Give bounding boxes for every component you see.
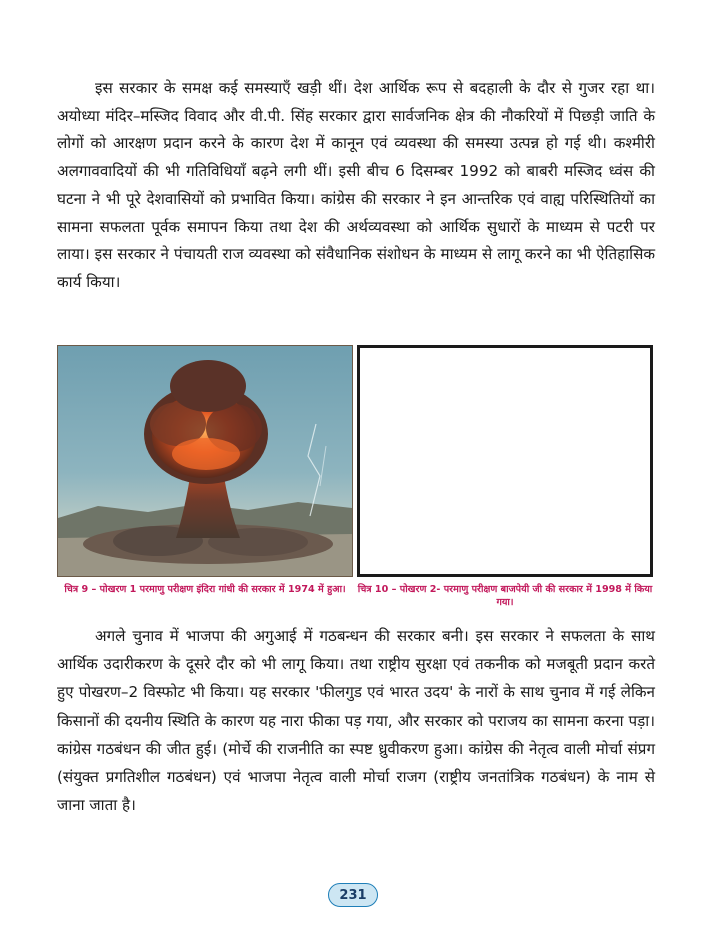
blank-image-frame [357, 345, 653, 577]
figure-caption-9: चित्र 9 – पोखरण 1 परमाणु परीक्षण इंदिरा गांधी की सरकार में 1974 में हुआ। [64, 584, 346, 595]
body-paragraph-2: अगले चुनाव में भाजपा की अगुआई में गठबन्धन की सरकार बनी। इस सरकार ने सफलता के साथ आर्थिक उदारीकरण के दूसरे दौर को भी लागू किया। तथा राष्ट्रीय सुरक्षा एवं तकनीक को मजबूती प्रदान करते हुए पोखरण–2 विस्फोट भी किया। यह सरकार 'फीलगुड एवं भारत उदय' के नारों के साथ चुनाव में गई लेकिन किसानों की दयनीय स्थिति के कारण यह नारा फीका पड़ गया, और सरकार को पराजय का सामना करना पड़ा। कांग्रेस गठबंधन की जीत हुई। (मोर्चे की राजनीति का स्पष्ट ध्रुवीकरण हुआ। कांग्रेस की नेतृत्व वाली मोर्चा संप्रग (संयुक्त प्रगतिशील गठबंधन) एवं भाजपा नेतृत्व वाली मोर्चा राजग (राष्ट्रीय जनतांत्रिक गठबंधन) के नाम से जाना जाता है। [57, 627, 655, 815]
body-paragraph-1: इस सरकार के समक्ष कई समस्याएँ खड़ी थीं। देश आर्थिक रूप से बदहाली के दौर से गुजर रहा था। अयोध्या मंदिर–मस्जिद विवाद और वी.पी. सिंह सरकार द्वारा सार्वजनिक क्षेत्र की नौकरियों में पिछड़ी जाति के लोगों को आरक्षण प्रदान करने के कारण देश में कानून एवं व्यवस्था की समस्या उत्पन्न हो गई थी। कश्मीरी अलगाववादियों की भी गतिविधियाँ बढ़ने लगी थीं। इसी बीच 6 दिसम्बर 1992 को बाबरी मस्जिद ध्वंस की घटना ने भी पूरे देशवासियों को प्रभावित किया। कांग्रेस की सरकार ने इन आन्तरिक एवं वाह्य परिस्थितियों का सामना सफलता पूर्वक समापन किया तथा देश की अर्थव्यवस्था को आर्थिक सुधारों के माध्यम से पटरी पर लाया। इस सरकार ने पंचायती राज व्यवस्था को संवैधानिक संशोधन के माध्यम से लागू करने का भी ऐतिहासिक कार्य किया। [57, 79, 655, 291]
figure-caption-10: चित्र 10 – पोखरण 2- परमाणु परीक्षण बाजपेयी जी की सरकार में 1998 में किया गया। [357, 584, 653, 608]
mushroom-cloud-photo [57, 345, 353, 577]
page-number-badge: 231 [328, 883, 378, 907]
